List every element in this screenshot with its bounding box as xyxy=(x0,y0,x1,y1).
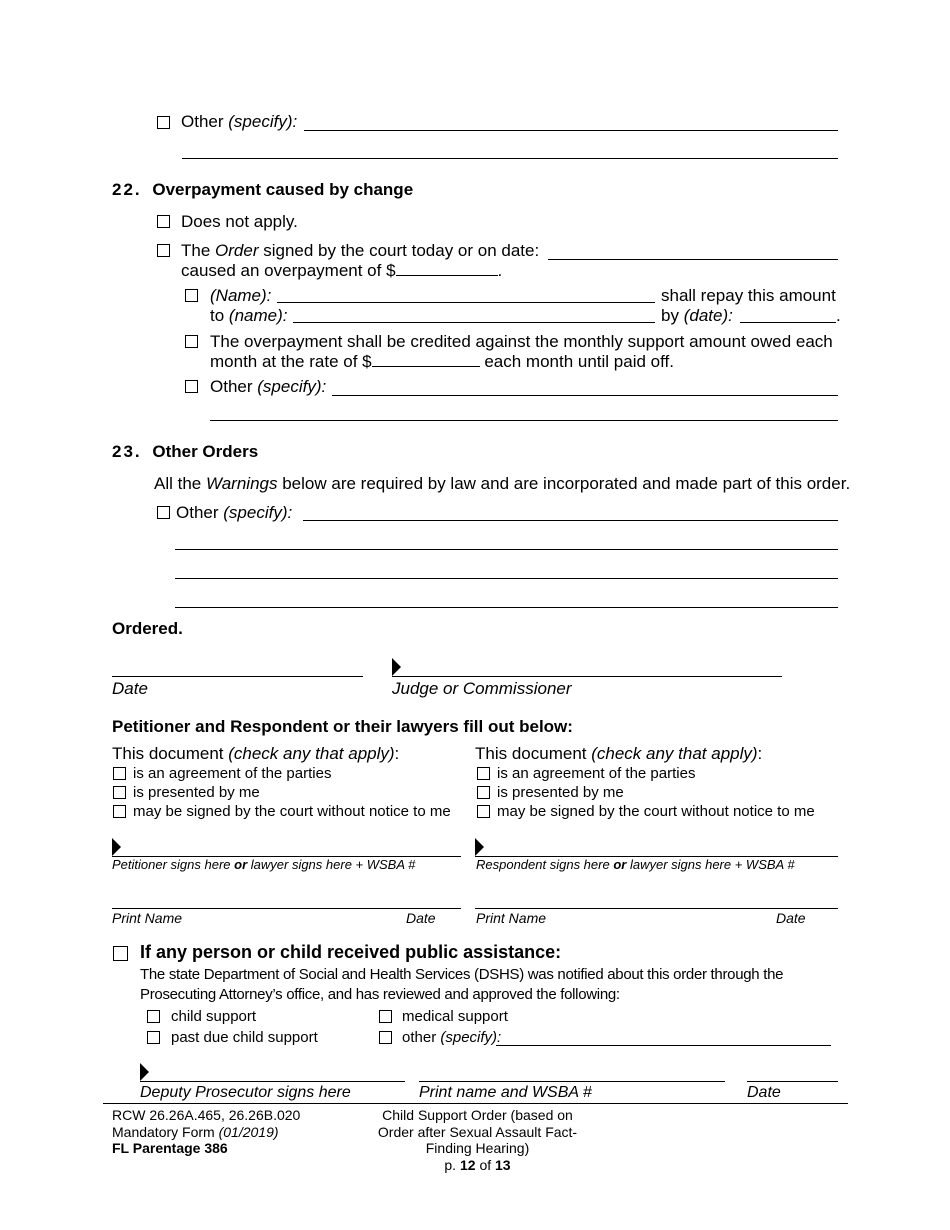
medical-support-label: medical support xyxy=(402,1008,508,1025)
footer-rcw: RCW 26.26A.465, 26.26B.020 xyxy=(112,1107,301,1123)
petitioner-date-caption: Date xyxy=(406,910,436,926)
overpay-other-checkbox[interactable] xyxy=(185,380,198,393)
other-orders-checkbox[interactable] xyxy=(157,506,170,519)
petitioner-print-name-line[interactable] xyxy=(112,908,461,909)
judge-sign-arrow-icon xyxy=(392,658,401,676)
other-orders-line-2[interactable] xyxy=(175,549,838,550)
petitioner-sign-arrow-icon xyxy=(112,838,121,856)
does-not-apply-checkbox[interactable] xyxy=(157,215,170,228)
footer-title: Child Support Order (based on Order after Sexual Assault Fact- Finding Hearing) p. 12 of 13 xyxy=(370,1107,585,1173)
petitioner-presented-checkbox[interactable] xyxy=(113,786,126,799)
respondent-without-notice-checkbox[interactable] xyxy=(477,805,490,818)
assistance-other-label: other (specify): xyxy=(402,1029,502,1046)
petitioner-without-notice-checkbox[interactable] xyxy=(113,805,126,818)
respondent-agreement-label: is an agreement of the parties xyxy=(497,765,696,782)
order-date-signature-line[interactable] xyxy=(112,676,363,677)
credited-line-2: month at the rate of $ each month until paid off. xyxy=(210,352,674,371)
respondent-presented-label: is presented by me xyxy=(497,784,624,801)
deputy-sign-caption: Deputy Prosecutor signs here xyxy=(140,1084,351,1101)
by-date-line[interactable] xyxy=(740,322,836,323)
other-top-label: Other (specify): xyxy=(181,112,298,131)
past-due-checkbox[interactable] xyxy=(147,1031,160,1044)
does-not-apply-label: Does not apply. xyxy=(181,212,298,231)
order-date-line[interactable] xyxy=(548,259,838,260)
footer-form-id: FL Parentage 386 xyxy=(112,1140,228,1156)
respondent-agreement-checkbox[interactable] xyxy=(477,767,490,780)
other-top-line-1[interactable] xyxy=(304,130,838,131)
repay-checkbox[interactable] xyxy=(185,289,198,302)
footer-divider xyxy=(103,1103,848,1104)
order-overpayment-checkbox[interactable] xyxy=(157,244,170,257)
deputy-date-caption: Date xyxy=(747,1084,781,1101)
overpayment-amount-label: caused an overpayment of $ . xyxy=(181,261,503,280)
assistance-other-line[interactable] xyxy=(496,1045,831,1046)
petitioner-sign-caption: Petitioner signs here or lawyer signs here + WSBA # xyxy=(112,857,416,872)
deputy-print-wsba-line[interactable] xyxy=(419,1081,725,1082)
overpayment-amount-field[interactable] xyxy=(396,261,498,276)
credited-checkbox[interactable] xyxy=(185,335,198,348)
respondent-doc-label: This document (check any that apply): xyxy=(475,744,763,763)
overpay-other-line-2[interactable] xyxy=(210,420,838,421)
warnings-text: All the Warnings below are required by law and are incorporated and made part of this order. xyxy=(154,474,851,493)
section-22-heading: 22. Overpayment caused by change xyxy=(112,180,414,199)
petitioner-without-notice-label: may be signed by the court without notice to me xyxy=(133,803,451,820)
respondent-print-name-line[interactable] xyxy=(475,908,838,909)
dshs-text-2: Prosecuting Attorney’s office, and has reviewed and approved the following: xyxy=(140,986,620,1003)
deputy-date-line[interactable] xyxy=(747,1081,838,1082)
deputy-print-wsba-caption: Print name and WSBA # xyxy=(419,1084,592,1101)
respondent-presented-checkbox[interactable] xyxy=(477,786,490,799)
deputy-sign-arrow-icon xyxy=(140,1063,149,1081)
order-date-label: The Order signed by the court today or on date: xyxy=(181,241,540,260)
date-caption: Date xyxy=(112,679,148,698)
section-23-heading: 23. Other Orders xyxy=(112,442,259,461)
footer-mandatory: Mandatory Form (01/2019) xyxy=(112,1124,279,1140)
other-orders-label: Other (specify): xyxy=(176,503,293,522)
other-orders-line-4[interactable] xyxy=(175,607,838,608)
assistance-other-checkbox[interactable] xyxy=(379,1031,392,1044)
credited-line-1: The overpayment shall be credited against the monthly support amount owed each xyxy=(210,332,833,351)
public-assistance-checkbox[interactable] xyxy=(113,946,128,961)
medical-support-checkbox[interactable] xyxy=(379,1010,392,1023)
respondent-sign-arrow-icon xyxy=(475,838,484,856)
public-assistance-heading: If any person or child received public assistance: xyxy=(140,942,562,962)
judge-signature-line[interactable] xyxy=(392,676,782,677)
petitioner-doc-label: This document (check any that apply): xyxy=(112,744,400,763)
to-name-label: to (name): xyxy=(210,306,288,325)
overpay-other-label: Other (specify): xyxy=(210,377,327,396)
respondent-without-notice-label: may be signed by the court without notice to me xyxy=(497,803,815,820)
by-date-period: . xyxy=(836,306,841,325)
overpay-other-line-1[interactable] xyxy=(332,395,838,396)
other-top-line-2[interactable] xyxy=(182,158,838,159)
repay-name-line[interactable] xyxy=(277,302,655,303)
other-orders-line-3[interactable] xyxy=(175,578,838,579)
repay-name-label: (Name): xyxy=(210,286,272,305)
dshs-text-1: The state Department of Social and Health Services (DSHS) was notified about this order through the xyxy=(140,966,784,983)
shall-repay-label: shall repay this amount xyxy=(661,286,836,305)
petitioner-agreement-label: is an agreement of the parties xyxy=(133,765,332,782)
past-due-label: past due child support xyxy=(171,1029,318,1046)
respondent-date-caption: Date xyxy=(776,910,806,926)
petitioner-presented-label: is presented by me xyxy=(133,784,260,801)
child-support-label: child support xyxy=(171,1008,257,1025)
child-support-checkbox[interactable] xyxy=(147,1010,160,1023)
petitioner-agreement-checkbox[interactable] xyxy=(113,767,126,780)
deputy-signature-line[interactable] xyxy=(140,1081,405,1082)
other-orders-line-1[interactable] xyxy=(303,520,838,521)
other-top-checkbox[interactable] xyxy=(157,116,170,129)
by-date-label: by (date): xyxy=(661,306,733,325)
page-number: p. 12 of 13 xyxy=(444,1156,511,1173)
respondent-print-name-caption: Print Name xyxy=(476,910,547,926)
ordered-heading: Ordered. xyxy=(112,619,183,638)
petitioner-print-name-caption: Print Name xyxy=(112,910,183,926)
judge-caption: Judge or Commissioner xyxy=(392,679,572,698)
parties-heading: Petitioner and Respondent or their lawyers fill out below: xyxy=(112,717,573,736)
monthly-rate-field[interactable] xyxy=(372,352,480,367)
respondent-sign-caption: Respondent signs here or lawyer signs here + WSBA # xyxy=(476,857,795,872)
to-name-line[interactable] xyxy=(293,322,655,323)
